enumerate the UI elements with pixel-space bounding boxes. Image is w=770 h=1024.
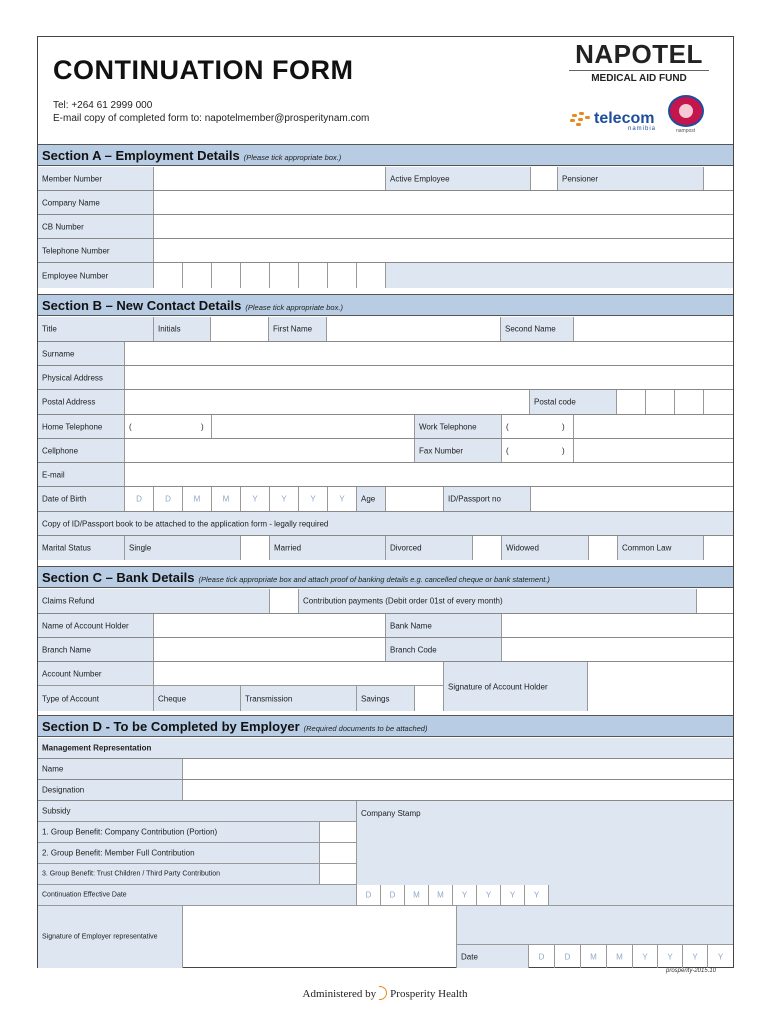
- employee-number-box[interactable]: [357, 263, 386, 288]
- widowed-label: Widowed: [506, 543, 539, 553]
- savings-label: Savings: [361, 694, 390, 703]
- row-branch: [38, 638, 733, 662]
- dob-box[interactable]: Y: [241, 487, 270, 511]
- administered-text: Administered by: [302, 988, 377, 1000]
- title-label: Title: [42, 324, 57, 334]
- row-rep-name: [38, 759, 733, 780]
- work-area-code-field[interactable]: [502, 415, 574, 438]
- effective-date-box[interactable]: D: [381, 885, 405, 906]
- telephone-number-label: Telephone Number: [42, 246, 110, 255]
- brand-subtitle: MEDICAL AID FUND: [591, 73, 687, 84]
- postal-code-box[interactable]: [617, 390, 646, 414]
- account-holder-field[interactable]: [154, 614, 386, 637]
- rep-name-label: Name: [42, 764, 64, 774]
- open-paren: (: [129, 422, 132, 431]
- employee-number-box[interactable]: [270, 263, 299, 288]
- rep-name-field[interactable]: [183, 759, 733, 779]
- dob-box[interactable]: M: [212, 487, 241, 511]
- marital-status-label: Marital Status: [42, 543, 91, 553]
- section-b-header: [38, 294, 733, 316]
- contribution-payments-checkbox[interactable]: [697, 589, 733, 613]
- row-management: [38, 738, 733, 759]
- contact-info: [53, 99, 369, 125]
- member-number-label: Member Number: [42, 174, 103, 183]
- branch-code-label: Branch Code: [390, 645, 437, 654]
- married-label: Married: [274, 543, 302, 553]
- surname-label: Surname: [42, 349, 75, 358]
- date-label: Date: [461, 952, 478, 961]
- signature-shaded: [457, 906, 733, 945]
- widowed-checkbox[interactable]: [589, 536, 618, 560]
- age-field[interactable]: [386, 487, 444, 511]
- row-account-number: [38, 662, 733, 711]
- close-paren: ): [201, 422, 204, 431]
- subsidy-label: Subsidy: [42, 806, 71, 816]
- benefit-3-checkbox[interactable]: [320, 864, 357, 885]
- section-c-header: [38, 566, 733, 588]
- version-text: prosperity-2015.10: [666, 968, 717, 974]
- branch-name-label: Branch Name: [42, 645, 91, 654]
- divorced-checkbox[interactable]: [473, 536, 502, 560]
- cb-number-label: CB Number: [42, 222, 84, 231]
- section-d-title: Section D - To be Completed by Employer (Required documents to be attached): [42, 719, 428, 734]
- account-number-label: Account Number: [42, 669, 102, 678]
- effective-date-box[interactable]: M: [429, 885, 453, 906]
- home-telephone-field[interactable]: [212, 415, 415, 438]
- date-box[interactable]: M: [607, 945, 633, 968]
- prosperity-text: Prosperity Health: [390, 988, 468, 1000]
- fax-area-code-field[interactable]: [502, 439, 574, 462]
- row-marital-status: [38, 536, 733, 560]
- date-box[interactable]: D: [529, 945, 555, 968]
- cb-number-field[interactable]: [154, 215, 733, 238]
- tel-text: Tel: +264 61 2999 000: [53, 100, 153, 111]
- section-b-title: Section B – New Contact Details (Please tick appropriate box.): [42, 298, 343, 313]
- single-checkbox[interactable]: [241, 536, 270, 560]
- fax-number-label: Fax Number: [419, 446, 464, 455]
- work-telephone-label: Work Telephone: [419, 422, 477, 431]
- date-of-birth-label: Date of Birth: [42, 494, 87, 504]
- bank-name-field[interactable]: [502, 614, 733, 637]
- row-claims-refund: [38, 589, 733, 614]
- id-passport-field[interactable]: [531, 487, 733, 511]
- fax-number-field[interactable]: [574, 439, 733, 462]
- effective-date-box[interactable]: D: [357, 885, 381, 906]
- open-paren: (: [506, 446, 509, 455]
- effective-date-box[interactable]: Y: [525, 885, 549, 906]
- postal-code-box[interactable]: [675, 390, 704, 414]
- postal-code-box[interactable]: [704, 390, 733, 414]
- single-label: Single: [129, 543, 152, 553]
- home-telephone-label: Home Telephone: [42, 422, 103, 431]
- employee-number-label: Employee Number: [42, 271, 109, 280]
- initials-field[interactable]: [211, 317, 269, 341]
- row-title: [38, 317, 733, 342]
- account-number-field[interactable]: [154, 662, 444, 686]
- date-box[interactable]: M: [581, 945, 607, 968]
- employee-number-box[interactable]: [183, 263, 212, 288]
- row-date-of-birth: [38, 487, 733, 512]
- napotel-logo: [569, 39, 709, 84]
- postal-code-label: Postal code: [534, 397, 576, 407]
- first-name-field[interactable]: [327, 317, 501, 341]
- row-cellphone: [38, 439, 733, 463]
- designation-label: Designation: [42, 785, 85, 795]
- management-label: Management Representation: [42, 743, 152, 753]
- section-d-header: [38, 715, 733, 737]
- row-physical-address: [38, 366, 733, 390]
- row-employee-number: [38, 263, 733, 288]
- company-name-field[interactable]: [154, 191, 733, 214]
- branch-code-field[interactable]: [502, 638, 733, 661]
- row-member-number: [38, 167, 733, 191]
- date-box[interactable]: Y: [658, 945, 683, 968]
- row-email: [38, 463, 733, 487]
- designation-field[interactable]: [183, 780, 733, 800]
- postal-address-label: Postal Address: [42, 397, 96, 407]
- section-c-title: Section C – Bank Details (Please tick appropriate box and attach proof of banking details e.g. cancelled cheque or bank statement.): [42, 570, 550, 585]
- email-instruction: E-mail copy of completed form to: napotelmember@prosperitynam.com: [53, 113, 370, 124]
- effective-date-box[interactable]: Y: [501, 885, 525, 906]
- date-box[interactable]: Y: [683, 945, 708, 968]
- benefit-1-checkbox[interactable]: [320, 822, 357, 843]
- brand-rule: [569, 70, 709, 71]
- row-copy-note: [38, 512, 733, 536]
- second-name-label: Second Name: [505, 324, 556, 334]
- signature-employer-field[interactable]: [183, 906, 457, 968]
- date-box[interactable]: D: [555, 945, 581, 968]
- close-paren: ): [562, 422, 565, 431]
- effective-date-box[interactable]: M: [405, 885, 429, 906]
- transmission-checkbox[interactable]: [328, 686, 357, 711]
- effective-date-shaded: [549, 885, 733, 906]
- date-box[interactable]: Y: [633, 945, 658, 968]
- savings-checkbox[interactable]: [415, 686, 444, 711]
- divorced-label: Divorced: [390, 543, 422, 553]
- type-of-account-label: Type of Account: [42, 694, 99, 703]
- initials-label: Initials: [158, 324, 181, 334]
- company-stamp-area[interactable]: [357, 801, 733, 885]
- employee-number-box[interactable]: [299, 263, 328, 288]
- employee-number-shaded: [386, 263, 733, 288]
- employee-number-box[interactable]: [212, 263, 241, 288]
- common-law-checkbox[interactable]: [704, 536, 733, 560]
- second-name-field[interactable]: [574, 317, 733, 341]
- prosperity-arc-icon: [379, 986, 387, 1000]
- section-a-title: Section A – Employment Details (Please tick appropriate box.): [42, 148, 342, 163]
- telecom-sub: namibia: [628, 126, 657, 132]
- physical-address-label: Physical Address: [42, 373, 103, 382]
- active-employee-label: Active Employee: [390, 174, 450, 183]
- account-holder-label: Name of Account Holder: [42, 621, 129, 630]
- company-stamp-label: Company Stamp: [361, 809, 421, 818]
- member-number-field[interactable]: [154, 167, 386, 190]
- branch-name-field[interactable]: [154, 638, 386, 661]
- dob-box[interactable]: D: [154, 487, 183, 511]
- work-telephone-field[interactable]: [574, 415, 733, 438]
- active-employee-checkbox[interactable]: [531, 167, 558, 190]
- pensioner-checkbox[interactable]: [704, 167, 733, 190]
- open-paren: (: [506, 422, 509, 431]
- employee-number-box[interactable]: [154, 263, 183, 288]
- nampost-logo-icon: [668, 95, 704, 127]
- row-signature-employer: [38, 906, 733, 968]
- row-postal-address: [38, 390, 733, 415]
- benefit-1-label: 1. Group Benefit: Company Contribution (Portion): [42, 827, 218, 837]
- claims-refund-label: Claims Refund: [42, 596, 95, 606]
- signature-employer-label: Signature of Employer representative: [42, 933, 158, 941]
- row-telephone: [38, 239, 733, 263]
- surname-field[interactable]: [125, 342, 733, 365]
- signature-holder-label: Signature of Account Holder: [448, 682, 548, 691]
- cheque-label: Cheque: [158, 694, 187, 703]
- row-account-holder: [38, 614, 733, 638]
- id-copy-note: Copy of ID/Passport book to be attached to the application form - legally required: [42, 519, 329, 528]
- benefit-2-label: 2. Group Benefit: Member Full Contribution: [42, 848, 195, 858]
- row-subsidy: [38, 801, 733, 906]
- dob-box[interactable]: M: [183, 487, 212, 511]
- brand-name: NAPOTEL: [575, 39, 703, 69]
- nampost-text: nampost: [676, 128, 696, 134]
- employee-number-box[interactable]: [328, 263, 357, 288]
- dob-box[interactable]: Y: [270, 487, 299, 511]
- benefit-3-label: 3. Group Benefit: Trust Children / Third Party Contribution: [42, 870, 221, 878]
- contribution-payments-label: Contribution payments (Debit order 01st of every month): [303, 596, 503, 606]
- sponsor-logos: [570, 95, 710, 137]
- pensioner-label: Pensioner: [562, 174, 599, 183]
- telecom-text: telecom: [594, 110, 655, 127]
- effective-date-box[interactable]: Y: [453, 885, 477, 906]
- close-paren: ): [562, 446, 565, 455]
- bank-name-label: Bank Name: [390, 621, 432, 630]
- cellphone-field[interactable]: [125, 439, 415, 462]
- row-surname: [38, 342, 733, 366]
- first-name-label: First Name: [273, 324, 313, 334]
- id-passport-label: ID/Passport no: [448, 494, 501, 504]
- date-box[interactable]: Y: [717, 952, 724, 961]
- row-designation: [38, 780, 733, 801]
- telecom-dots-icon: [570, 112, 594, 126]
- effective-date-label: Continuation Effective Date: [42, 891, 127, 899]
- age-label: Age: [361, 494, 376, 504]
- email-field[interactable]: [125, 463, 733, 486]
- benefit-2-checkbox[interactable]: [320, 843, 357, 864]
- home-area-code-field[interactable]: [125, 415, 212, 438]
- row-company-name: [38, 191, 733, 215]
- dob-box[interactable]: Y: [328, 487, 357, 511]
- section-a-header: [38, 144, 733, 166]
- telecom-logo: [570, 109, 657, 132]
- cellphone-label: Cellphone: [42, 446, 79, 455]
- common-law-label: Common Law: [622, 543, 672, 553]
- row-home-telephone: [38, 415, 733, 439]
- dob-box[interactable]: Y: [299, 487, 328, 511]
- effective-date-box[interactable]: Y: [477, 885, 501, 906]
- physical-address-field[interactable]: [125, 366, 733, 389]
- footer: [0, 986, 770, 1000]
- transmission-label: Transmission: [245, 694, 293, 703]
- postal-code-box[interactable]: [646, 390, 675, 414]
- email-label: E-mail: [42, 470, 65, 479]
- postal-address-field[interactable]: [125, 390, 530, 414]
- form-title: CONTINUATION FORM: [53, 55, 354, 85]
- row-cb-number: [38, 215, 733, 239]
- telephone-number-field[interactable]: [154, 239, 733, 262]
- form-page: [37, 36, 734, 968]
- signature-holder-field[interactable]: [588, 662, 733, 711]
- claims-refund-checkbox[interactable]: [270, 589, 299, 613]
- dob-box[interactable]: D: [125, 487, 154, 511]
- employee-number-box[interactable]: [241, 263, 270, 288]
- company-name-label: Company Name: [42, 198, 100, 207]
